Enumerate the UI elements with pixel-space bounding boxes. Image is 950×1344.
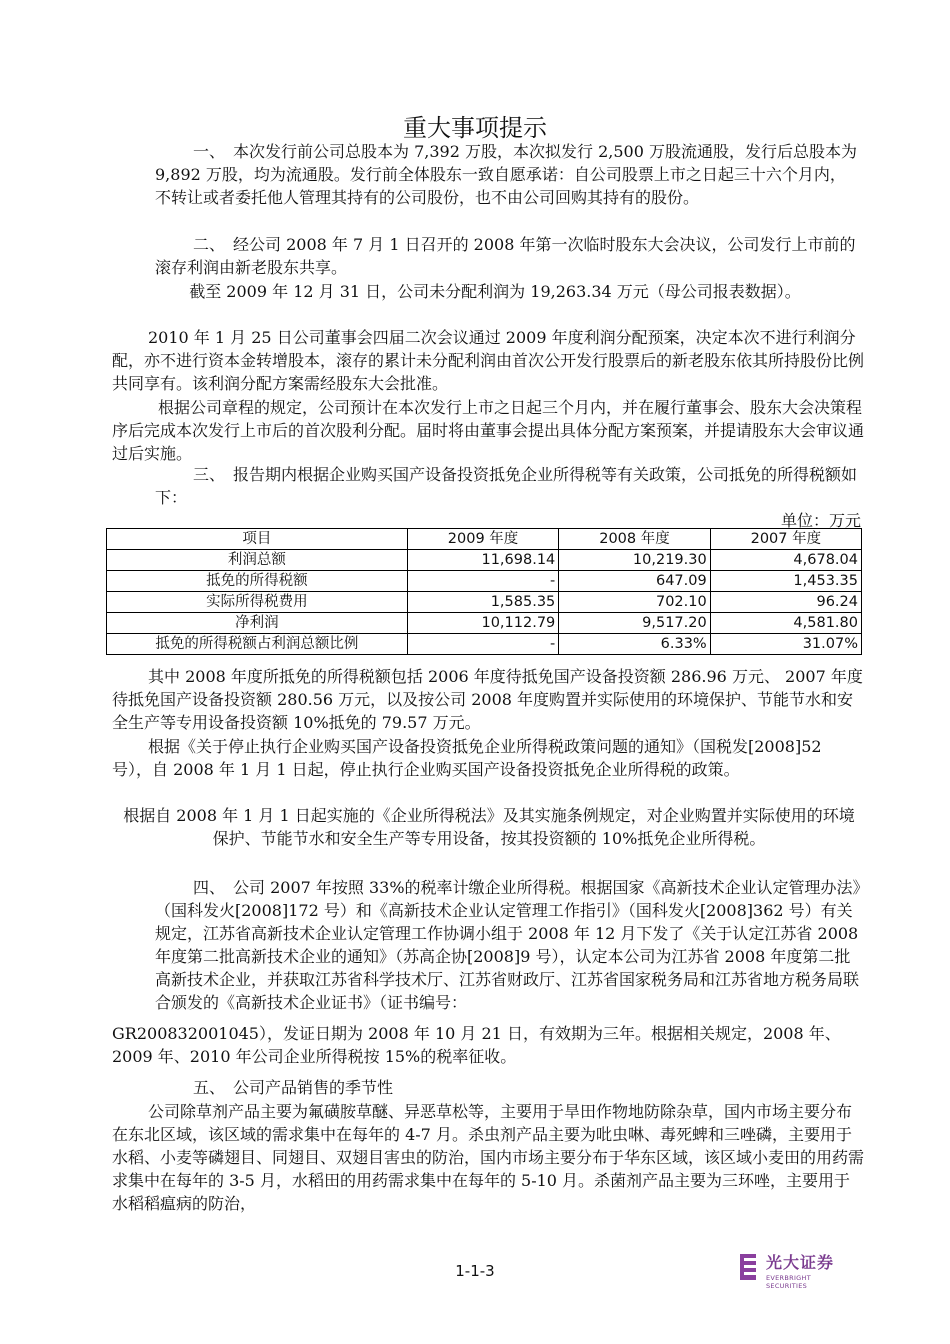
table-row <box>107 613 862 634</box>
paragraph-1: 一、 本次发行前公司总股本为 7,392 万股，本次拟发行 2,500 万股流通股，发行后总股本为 9,892 万股，均为流通股。发行前全体股东一致自愿承诺：自公司股票上市之日起三十六个月内，不转让或者委托他人管理其持有的公司股份，也不由公司回购其持有的股份。 <box>155 142 863 207</box>
logo-text-cn: 光大证券 <box>766 1253 835 1272</box>
table-cell: 利润总额 <box>107 550 408 571</box>
table-cell: 抵免的所得税额占利润总额比例 <box>107 634 408 655</box>
paragraph-4: 2010 年 1 月 25 日公司董事会四届二次会议通过 2009 年度利润分配预案，决定本次不进行利润分配，亦不进行资本金转增股本，滚存的累计未分配利润由首次公开发行股票后的新老股东依其所持股份比例共同享有。该利润分配方案需经股东大会批准。 <box>112 328 865 393</box>
paragraph-12: 五、 公司产品销售的季节性 <box>193 1078 394 1097</box>
paragraph-7: 其中 2008 年度所抵免的所得税额包括 2006 年度待抵免国产设备投资额 286.96 万元、 2007 年度待抵免国产设备投资额 280.56 万元，以及按公司 2008 年度购置并实际使用的环境保护、节能节水和安全生产等专用设备投资额 10%抵免的 79.57 万元。 <box>112 667 863 732</box>
table-cell: 抵免的所得税额 <box>107 571 408 592</box>
table-header-cell: 2008 年度 <box>559 529 710 550</box>
paragraph-13: 公司除草剂产品主要为氟磺胺草醚、异恶草松等，主要用于旱田作物地防除杂草，国内市场主要分布在东北区域，该区域的需求集中在每年的 4-7 月。杀虫剂产品主要为吡虫啉、毒死蜱和三唑磷，主要用于水稻、小麦等磷翅目、同翅目、双翅目害虫的防治，国内市场主要分布于华东区域，该区域小麦田的用药需求集中在每年的 3-5 月，水稻田的用药需求集中在每年的 5-10 月。杀菌剂产品主要为三环唑，主要用于水稻稻瘟病的防治， <box>112 1102 865 1213</box>
table-header-cell: 项目 <box>107 529 408 550</box>
table-cell: 702.10 <box>559 592 710 613</box>
table-cell: 6.33% <box>559 634 710 655</box>
page-number: 1-1-3 <box>455 1262 495 1280</box>
table-header-cell: 2007 年度 <box>710 529 861 550</box>
table-cell: 1,585.35 <box>407 592 558 613</box>
paragraph-8: 根据《关于停止执行企业购买国产设备投资抵免企业所得税政策问题的通知》（国税发[2008]52 号），自 2008 年 1 月 1 日起，停止执行企业购买国产设备投资抵免企业所得税的政策。 <box>112 737 827 779</box>
table-row <box>107 550 862 571</box>
table-cell: 647.09 <box>559 571 710 592</box>
table-row <box>107 571 862 592</box>
paragraph-5: 根据公司章程的规定，公司预计在本次发行上市之日起三个月内，并在履行董事会、股东大会决策程序后完成本次发行上市后的首次股利分配。届时将由董事会提出具体分配方案预案，并提请股东大会审议通过后实施。 <box>112 398 865 463</box>
table-cell: 31.07% <box>710 634 861 655</box>
table-unit: 单位：万元 <box>780 511 861 530</box>
table-cell: 1,453.35 <box>710 571 861 592</box>
table-cell: 10,219.30 <box>559 550 710 571</box>
table-cell: 11,698.14 <box>407 550 558 571</box>
table-cell: 10,112.79 <box>407 613 558 634</box>
table-cell: 实际所得税费用 <box>107 592 408 613</box>
paragraph-6: 三、 报告期内根据企业购买国产设备投资抵免企业所得税等有关政策，公司抵免的所得税额如下： <box>155 465 858 507</box>
table-cell: 96.24 <box>710 592 861 613</box>
table-cell: - <box>407 571 558 592</box>
paragraph-10: 四、 公司 2007 年按照 33%的税率计缴企业所得税。根据国家《高新技术企业认定管理办法》（国科发火[2008]172 号）和《高新技术企业认定管理工作指引》（国科发火[2008]362 号）有关规定，江苏省高新技术企业认定管理工作协调小组于 2008 年 12 月下发了《关于认定江苏省 2008 年度第二批高新技术企业的通知》（苏高企协[2008]9 号），认定本公司为江苏省 2008 年度第二批高新技术企业，并获取江苏省科学技术厅、江苏省财政厅、江苏省国家税务局和江苏省地方税务局联合颁发的《高新技术企业证书》（证书编号： <box>155 878 864 1012</box>
everbright-logo <box>738 1250 853 1292</box>
paragraph-3: 截至 2009 年 12 月 31 日，公司未分配利润为 19,263.34 万元（母公司报表数据）。 <box>189 282 801 301</box>
table-header-row <box>107 529 862 550</box>
tax-credit-table <box>106 528 862 655</box>
table-header-cell: 2009 年度 <box>407 529 558 550</box>
paragraph-9: 根据自 2008 年 1 月 1 日起实施的《企业所得税法》及其实施条例规定，对企业购置并实际使用的环境保护、节能节水和安全生产等专用设备，按其投资额的 10%抵免企业所得税。 <box>123 806 855 848</box>
table-cell: 净利润 <box>107 613 408 634</box>
paragraph-2: 二、 经公司 2008 年 7 月 1 日召开的 2008 年第一次临时股东大会决议，公司发行上市前的滚存利润由新老股东共享。 <box>155 235 856 277</box>
table-cell: 4,678.04 <box>710 550 861 571</box>
table-cell: - <box>407 634 558 655</box>
table-row <box>107 592 862 613</box>
table-cell: 9,517.20 <box>559 613 710 634</box>
table-row <box>107 634 862 655</box>
paragraph-11: GR200832001045），发证日期为 2008 年 10 月 21 日，有效期为三年。根据相关规定，2008 年、2009 年、2010 年公司企业所得税按 15%的税率征收。 <box>112 1024 841 1066</box>
table-cell: 4,581.80 <box>710 613 861 634</box>
logo-mark-icon <box>738 1252 760 1282</box>
logo-text-en: EVERBRIGHT SECURITIES <box>766 1274 811 1290</box>
page-title: 重大事项提示 <box>403 114 547 142</box>
